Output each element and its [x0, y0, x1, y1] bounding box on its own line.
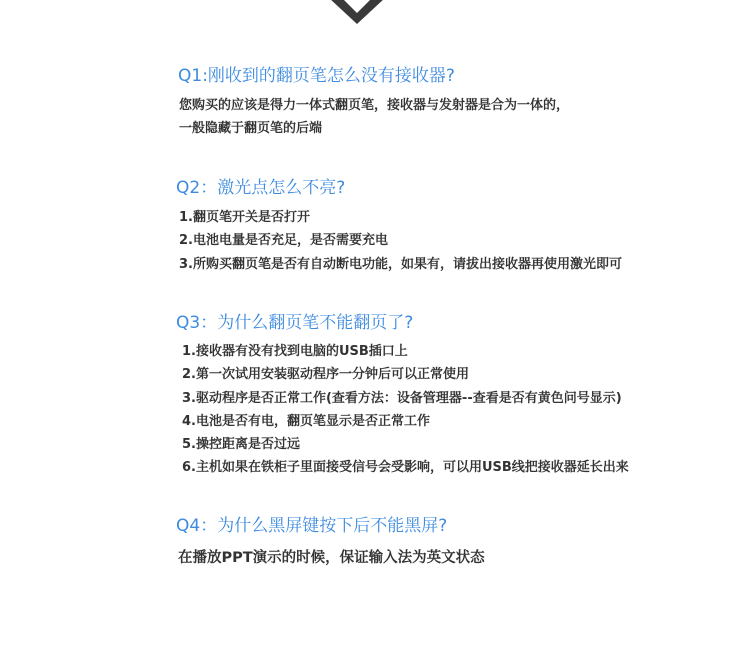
faq-answer-3-line-6: 6.主机如果在铁柜子里面接受信号会受影响，可以用USB线把接收器延长出来: [182, 460, 629, 475]
diamond-ornament-icon: [327, 0, 387, 26]
faq-answer-3-line-2: 2.第一次试用安装驱动程序一分钟后可以正常使用: [182, 367, 469, 382]
faq-answer-1-line-2: 一般隐藏于翻页笔的后端: [179, 121, 323, 136]
faq-question-1: Q1:刚收到的翻页笔怎么没有接收器?: [178, 66, 455, 86]
faq-answer-4-line-1: 在播放PPT演示的时候，保证输入法为英文状态: [178, 550, 485, 566]
faq-answer-2-line-1: 1.翻页笔开关是否打开: [179, 210, 310, 225]
faq-answer-1-line-1: 您购买的应该是得力一体式翻页笔，接收器与发射器是合为一体的，: [179, 98, 570, 113]
faq-answer-3-line-4: 4.电池是否有电，翻页笔显示是否正常工作: [182, 414, 430, 429]
faq-answer-2-line-3: 3.所购买翻页笔是否有自动断电功能，如果有，请拔出接收器再使用激光即可: [179, 257, 622, 272]
faq-answer-2-line-2: 2.电池电量是否充足，是否需要充电: [179, 233, 388, 248]
faq-question-4: Q4：为什么黑屏键按下后不能黑屏?: [176, 516, 448, 536]
faq-answer-3-line-3: 3.驱动程序是否正常工作(查看方法：设备管理器--查看是否有黄色问号显示): [182, 391, 622, 406]
faq-question-3: Q3：为什么翻页笔不能翻页了?: [176, 313, 414, 333]
faq-answer-3-line-1: 1.接收器有没有找到电脑的USB插口上: [182, 344, 408, 359]
faq-answer-3-line-5: 5.操控距离是否过远: [182, 437, 300, 452]
faq-question-2: Q2：激光点怎么不亮?: [176, 178, 346, 198]
